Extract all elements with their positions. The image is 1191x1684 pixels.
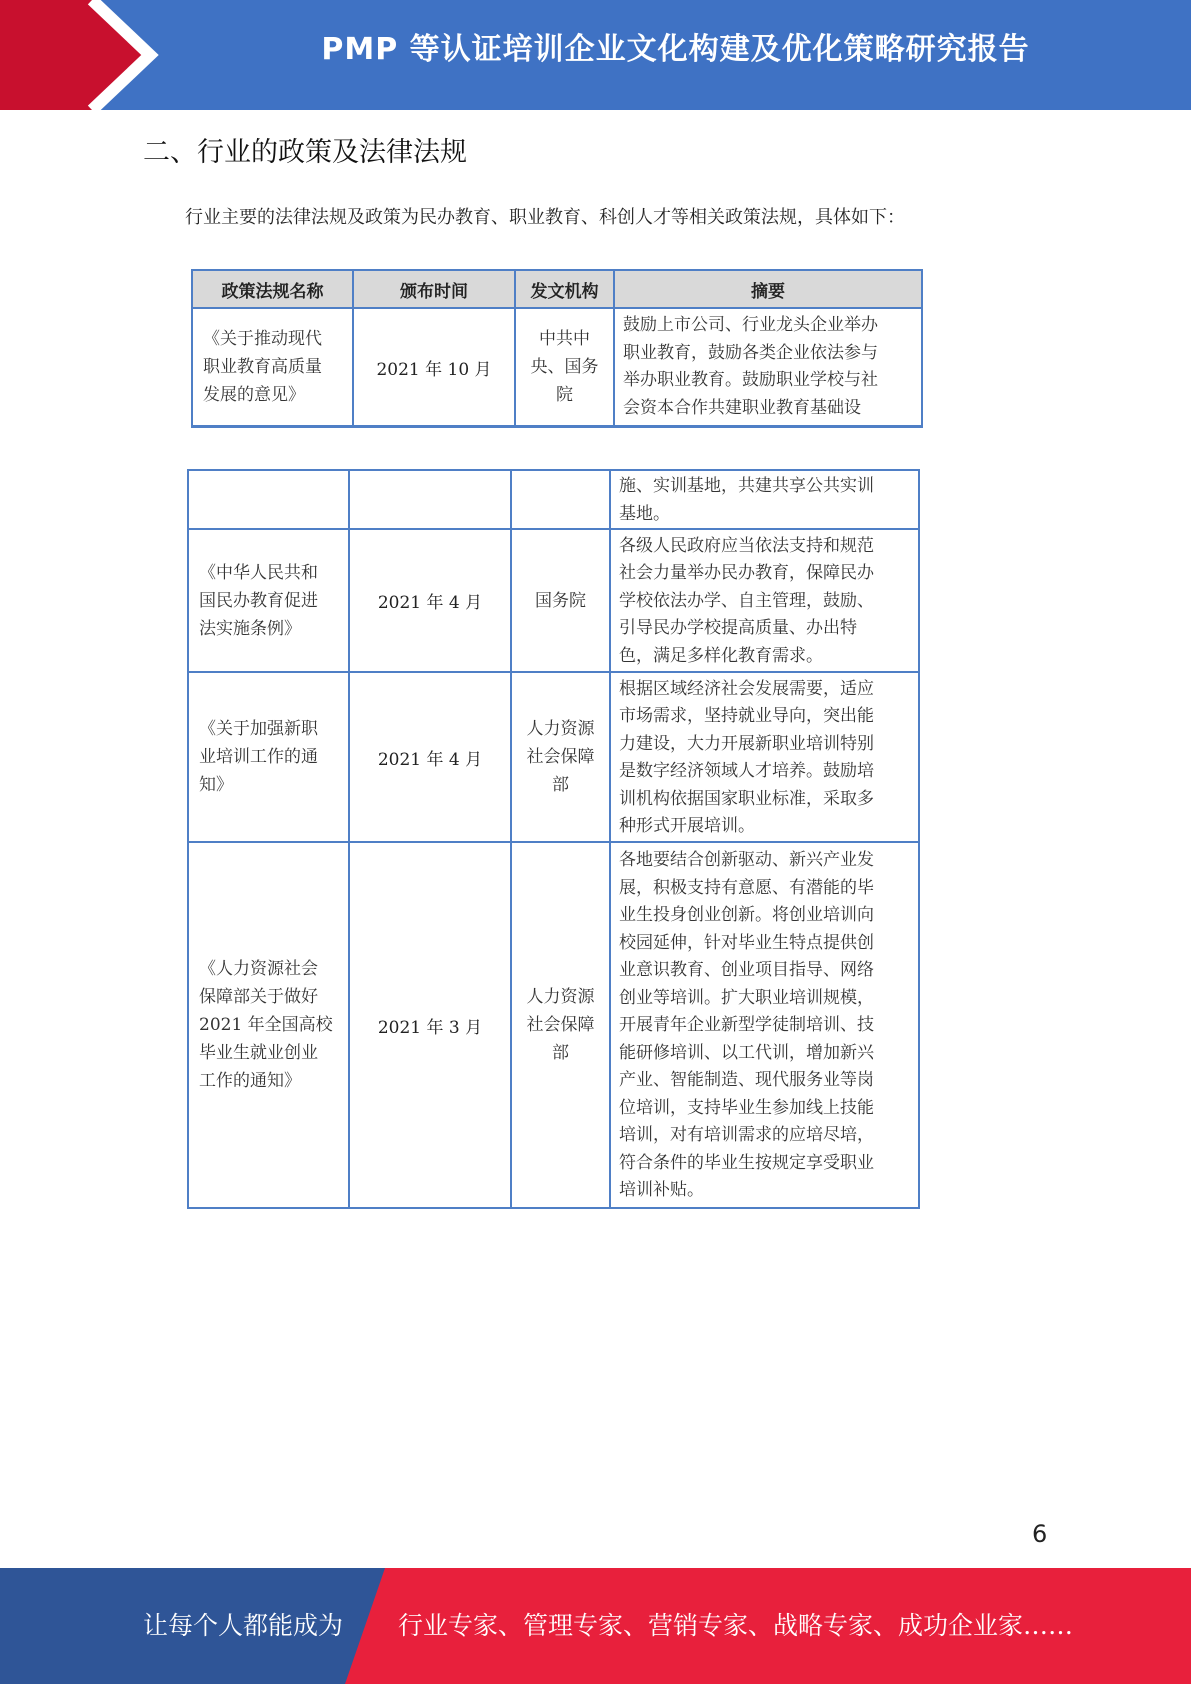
agency-line: 部 — [552, 1043, 569, 1063]
agency-cell — [511, 672, 610, 842]
policy-name-line: 《关于推动现代 — [203, 329, 322, 349]
table-row — [188, 842, 919, 1208]
header-issuing-agency: 发文机构 — [515, 270, 614, 308]
footer-slogan-right: 行业专家、管理专家、营销专家、战略专家、成功企业家…… — [398, 1611, 1074, 1640]
agency-line: 国务院 — [535, 590, 586, 611]
summary-line: 根据区域经济社会发展需要，适应 — [619, 678, 874, 699]
policy-name-cell — [192, 308, 353, 427]
summary-cell — [610, 842, 919, 1208]
agency-line: 人力资源 — [526, 987, 595, 1007]
summary-line: 鼓励上市公司、行业龙头企业举办 — [623, 315, 878, 335]
summary-line: 符合条件的毕业生按规定享受职业 — [619, 1152, 874, 1173]
table-row — [188, 672, 919, 842]
summary-line: 力建设，大力开展新职业培训特别 — [619, 733, 874, 754]
header-red-chevron — [0, 0, 150, 110]
policy-name-cell — [188, 842, 349, 1208]
policy-name-line: 毕业生就业创业 — [199, 1043, 318, 1063]
policy-name-line: 法实施条例》 — [199, 618, 301, 639]
summary-cell — [610, 470, 919, 529]
issue-date-cell: 2021 年 10 月 — [353, 308, 515, 427]
intro-paragraph: 行业主要的法律法规及政策为民办教育、职业教育、科创人才等相关政策法规，具体如下： — [185, 207, 905, 228]
summary-line: 各级人民政府应当依法支持和规范 — [619, 535, 874, 556]
summary-cell — [610, 529, 919, 672]
agency-cell — [511, 842, 610, 1208]
summary-line: 位培训，支持毕业生参加线上技能 — [619, 1097, 874, 1118]
policy-name-line: 2021 年全国高校 — [199, 1015, 333, 1035]
section-heading: 二、行业的政策及法律法规 — [143, 137, 467, 168]
summary-line: 举办职业教育。鼓励职业学校与社 — [623, 370, 878, 390]
issue-date-cell: 2021 年 3 月 — [349, 842, 511, 1208]
summary-line: 是数字经济领域人才培养。鼓励培 — [619, 761, 874, 781]
summary-line: 创业等培训。扩大职业培训规模， — [619, 987, 874, 1008]
summary-line: 会资本合作共建职业教育基础设 — [623, 397, 861, 418]
header-issue-date: 颁布时间 — [353, 270, 515, 308]
summary-line: 色，满足多样化教育需求。 — [619, 645, 823, 666]
issue-date-cell-continued — [349, 470, 511, 529]
issue-date-cell: 2021 年 4 月 — [349, 672, 511, 842]
summary-cell — [614, 308, 922, 427]
policy-table-part-1 — [191, 269, 923, 428]
summary-line: 业生投身创业创新。将创业培训向 — [619, 905, 874, 926]
page-number: 6 — [1032, 1520, 1048, 1548]
agency-line: 院 — [556, 385, 573, 405]
page-footer — [0, 1568, 1191, 1684]
summary-line: 开展青年企业新型学徒制培训、技 — [619, 1015, 874, 1036]
summary-line: 种形式开展培训。 — [619, 816, 755, 836]
table-row — [188, 529, 919, 672]
issue-date-cell: 2021 年 4 月 — [349, 529, 511, 672]
policy-name-line: 工作的通知》 — [199, 1071, 301, 1091]
summary-line: 职业教育，鼓励各类企业依法参与 — [623, 342, 878, 363]
agency-cell — [511, 529, 610, 672]
summary-line: 市场需求，坚持就业导向，突出能 — [619, 706, 874, 726]
policy-name-line: 《中华人民共和 — [199, 562, 318, 583]
summary-line: 施、实训基地，共建共享公共实训 — [619, 476, 874, 496]
agency-cell-continued — [511, 470, 610, 529]
table-header-row — [192, 270, 922, 308]
policy-name-cell-continued — [188, 470, 349, 529]
page-header — [0, 0, 1191, 110]
summary-line: 学校依法办学、自主管理，鼓励、 — [619, 590, 874, 611]
agency-line: 社会保障 — [526, 747, 595, 767]
agency-line: 中共中 — [539, 329, 590, 349]
agency-line: 人力资源 — [526, 719, 595, 739]
summary-line: 各地要结合创新驱动、新兴产业发 — [619, 850, 874, 871]
policy-name-line: 《关于加强新职 — [199, 719, 318, 739]
report-title: PMP 等认证培训企业文化构建及优化策略研究报告 — [321, 32, 1030, 67]
summary-line: 训机构依据国家职业标准，采取多 — [619, 788, 874, 809]
summary-line: 展，积极支持有意愿、有潜能的毕 — [619, 877, 874, 898]
policy-name-line: 知》 — [199, 775, 233, 795]
summary-line: 培训补贴。 — [619, 1180, 704, 1201]
policy-name-line: 《人力资源社会 — [199, 959, 318, 979]
policy-table-part-2 — [187, 469, 920, 1209]
summary-line: 引导民办学校提高质量、办出特 — [619, 618, 857, 639]
agency-cell — [515, 308, 614, 427]
summary-line: 培训，对有培训需求的应培尽培， — [619, 1125, 874, 1146]
summary-line: 产业、智能制造、现代服务业等岗 — [619, 1070, 874, 1091]
summary-cell — [610, 672, 919, 842]
policy-name-cell — [188, 529, 349, 672]
policy-name-line: 保障部关于做好 — [199, 987, 318, 1007]
header-policy-name: 政策法规名称 — [192, 270, 353, 308]
summary-line: 校园延伸，针对毕业生特点提供创 — [619, 932, 874, 953]
policy-name-line: 业培训工作的通 — [199, 747, 318, 767]
summary-line: 社会力量举办民办教育，保障民办 — [619, 563, 874, 584]
table-row — [192, 308, 922, 427]
policy-name-cell — [188, 672, 349, 842]
agency-line: 社会保障 — [526, 1015, 595, 1035]
header-chevron-graphic — [0, 0, 200, 110]
footer-slogan-left: 让每个人都能成为 — [143, 1611, 344, 1640]
table-row — [188, 470, 919, 529]
summary-line: 能研修培训、以工代训，增加新兴 — [619, 1042, 874, 1063]
policy-name-line: 国民办教育促进 — [199, 590, 318, 611]
policy-name-line: 发展的意见》 — [203, 385, 305, 405]
summary-line: 业意识教育、创业项目指导、网络 — [619, 960, 874, 981]
agency-line: 央、国务 — [530, 357, 599, 377]
header-summary: 摘要 — [614, 270, 922, 308]
agency-line: 部 — [552, 775, 569, 795]
summary-line: 基地。 — [619, 503, 670, 524]
policy-name-line: 职业教育高质量 — [203, 357, 322, 377]
